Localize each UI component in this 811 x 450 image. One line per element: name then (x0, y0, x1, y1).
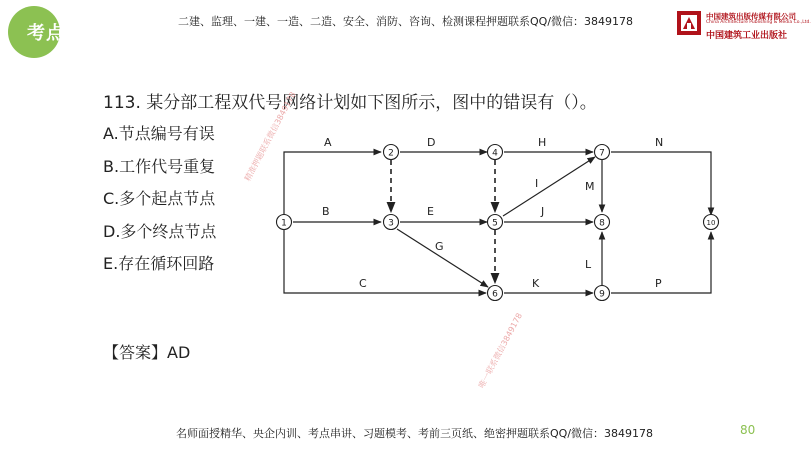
publisher-logo-icon (676, 10, 702, 36)
node-7 (595, 145, 610, 160)
activity-m-label: M (585, 180, 595, 193)
activity-n-arrow (611, 152, 711, 215)
activity-n-label: N (655, 136, 664, 149)
node-5 (488, 215, 503, 230)
node-3-label: 3 (388, 218, 394, 229)
activity-k-label: K (532, 277, 540, 290)
activity-a-arrow (284, 152, 381, 215)
watermark-1: 精准押题联系微信3849178 (242, 90, 298, 183)
activity-j-label: J (541, 205, 545, 218)
activity-c-label: C (359, 277, 367, 290)
node-6 (488, 286, 503, 301)
node-1-label: 1 (281, 218, 287, 229)
publisher-name-cn: 中国建筑出版传媒有限公司 (706, 12, 796, 21)
node-9 (595, 286, 610, 301)
node-5-label: 5 (492, 218, 498, 229)
answer-text: 【答案】AD (103, 343, 191, 362)
option-c: C.多个起点节点 (103, 189, 216, 208)
header-contact-text: 二建、监理、一建、一造、二造、安全、消防、咨询、检测课程押题联系QQ/微信：3849178 (178, 15, 634, 28)
node-2 (384, 145, 399, 160)
activity-c-arrow (284, 229, 486, 293)
option-list (103, 118, 216, 281)
node-8-label: 8 (599, 218, 605, 229)
question-text: 113. 某分部工程双代号网络计划如下图所示，图中的错误有（）。 (103, 93, 597, 113)
node-10 (704, 215, 719, 230)
option-b: B.工作代号重复 (103, 156, 216, 176)
activity-l-label: L (585, 258, 592, 271)
node-4-label: 4 (492, 148, 498, 159)
option-d: D.多个终点节点 (103, 221, 217, 241)
publisher-name-en: China Architecture Publishing & Media Co.,Ltd. (706, 20, 811, 25)
network-diagram (265, 118, 735, 318)
activity-g-label: G (435, 240, 444, 253)
watermark-2: 唯一联系微信3849178 (476, 311, 525, 390)
badge-label: 考点 (27, 23, 65, 44)
node-6-label: 6 (492, 289, 498, 300)
activity-d-label: D (427, 136, 436, 149)
publisher-calligraphy: 中国建筑工业出版社 (706, 31, 788, 41)
node-2-label: 2 (388, 148, 394, 159)
node-10-label: 10 (706, 219, 716, 227)
node-9-label: 9 (599, 289, 605, 300)
activity-p-label: P (655, 277, 662, 290)
topic-badge (8, 6, 90, 58)
node-1 (277, 215, 292, 230)
activity-g-arrow (397, 229, 488, 287)
page-number: 80 (740, 423, 756, 437)
footer-contact-text: 名师面授精华、央企内训、考点串讲、习题模考、考前三页纸、绝密押题联系QQ/微信：3849178 (176, 427, 654, 440)
activity-e-label: E (427, 205, 434, 218)
node-4 (488, 145, 503, 160)
option-a: A.节点编号有误 (103, 124, 215, 143)
publisher-logo (676, 8, 811, 42)
node-7-label: 7 (599, 148, 605, 159)
node-8 (595, 215, 610, 230)
activity-i-arrow (503, 157, 595, 216)
activity-h-label: H (538, 136, 547, 149)
option-e: E.存在循环回路 (103, 254, 215, 273)
activity-i-label: I (535, 177, 539, 190)
activity-b-label: B (322, 205, 330, 218)
activity-a-label: A (324, 136, 332, 149)
node-3 (384, 215, 399, 230)
